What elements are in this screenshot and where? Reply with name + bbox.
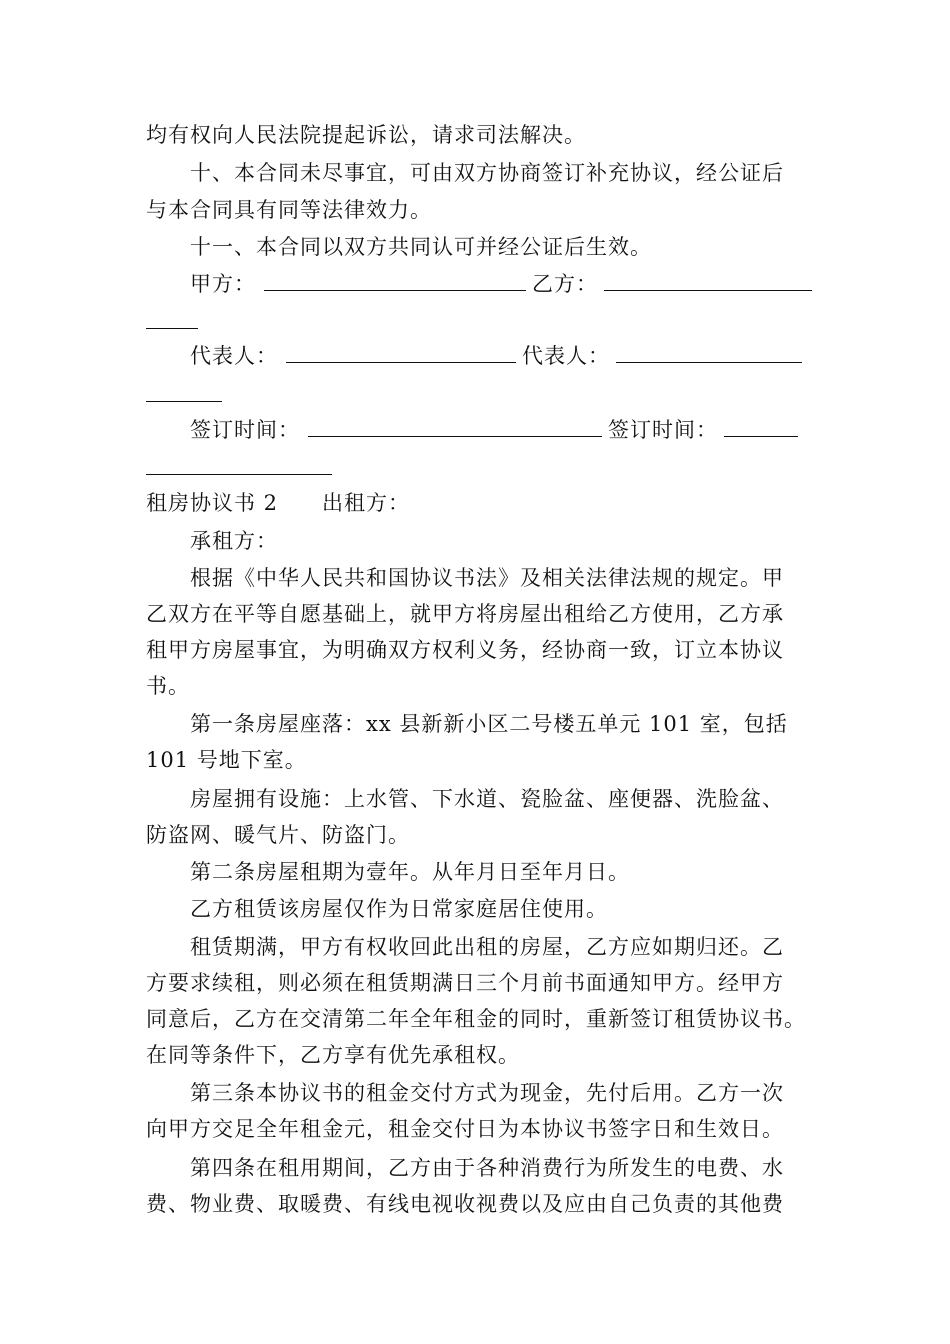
party-a-blank[interactable] bbox=[264, 268, 526, 291]
text-line: 费、物业费、取暖费、有线电视收视费以及应由自己负责的其他费 bbox=[146, 1192, 784, 1216]
text-line: 书。 bbox=[146, 674, 190, 698]
text-line: 在同等条件下，乙方享有优先承租权。 bbox=[146, 1043, 520, 1067]
article-1: 第一条房屋座落：xx 县新新小区二号楼五单元 101 室，包括 bbox=[190, 712, 788, 736]
text-line: 乙方租赁该房屋仅作为日常家庭居住使用。 bbox=[190, 897, 608, 921]
text-line: 同意后，乙方在交清第二年全年租金的同时，重新签订租赁协议书。 bbox=[146, 1007, 806, 1031]
rep-b-blank-continued[interactable] bbox=[146, 381, 222, 402]
representative-signature-line bbox=[190, 340, 808, 370]
article-4: 第四条在租用期间，乙方由于各种消费行为所发生的电费、水 bbox=[190, 1156, 784, 1180]
facilities-line: 房屋拥有设施：上水管、下水道、瓷脸盆、座便器、洗脸盆、 bbox=[190, 787, 784, 811]
text-line: 方要求续租，则必须在租赁期满日三个月前书面通知甲方。经甲方 bbox=[146, 971, 784, 995]
article-3: 第三条本协议书的租金交付方式为现金，先付后用。乙方一次 bbox=[190, 1081, 784, 1105]
party-b-blank[interactable] bbox=[604, 268, 812, 291]
renewal-paragraph: 租赁期满，甲方有权收回此出租的房屋，乙方应如期归还。乙 bbox=[190, 935, 784, 959]
article-2: 第二条房屋租期为壹年。从年月日至年月日。 bbox=[190, 860, 630, 884]
text-line: 向甲方交足全年租金元，租金交付日为本协议书签字日和生效日。 bbox=[146, 1117, 784, 1141]
time-b-label: 签订时间： bbox=[608, 418, 718, 442]
text-line: 与本合同具有同等法律效力。 bbox=[146, 198, 432, 222]
text-line: 均有权向人民法院提起诉讼，请求司法解决。 bbox=[146, 123, 586, 147]
party-signature-line bbox=[190, 268, 818, 298]
time-a-blank[interactable] bbox=[308, 414, 602, 437]
text-line: 防盗网、暖气片、防盗门。 bbox=[146, 823, 410, 847]
time-a-label: 签订时间： bbox=[190, 418, 300, 442]
time-b-blank-continued[interactable] bbox=[146, 454, 332, 475]
date-signature-line bbox=[190, 414, 804, 444]
rep-b-blank[interactable] bbox=[616, 340, 802, 363]
text-line: 租甲方房屋事宜，为明确双方权利义务，经协商一致，订立本协议 bbox=[146, 638, 784, 662]
text-line: 101 号地下室。 bbox=[146, 748, 307, 772]
clause-11: 十一、本合同以双方共同认可并经公证后生效。 bbox=[190, 235, 652, 259]
agreement-title: 租房协议书 2 出租方： bbox=[146, 491, 411, 515]
party-a-label: 甲方： bbox=[190, 272, 256, 296]
party-b-blank-continued[interactable] bbox=[146, 308, 198, 329]
tenant-label: 承租方： bbox=[190, 529, 278, 553]
text-line: 乙双方在平等自愿基础上，就甲方将房屋出租给乙方使用，乙方承 bbox=[146, 602, 784, 626]
preamble-line: 根据《中华人民共和国协议书法》及相关法律法规的规定。甲 bbox=[190, 566, 784, 590]
rep-b-label: 代表人： bbox=[522, 344, 610, 368]
rep-a-label: 代表人： bbox=[190, 344, 278, 368]
rep-a-blank[interactable] bbox=[286, 340, 516, 363]
clause-10: 十、本合同未尽事宜，可由双方协商签订补充协议，经公证后 bbox=[190, 161, 784, 185]
party-b-label: 乙方： bbox=[532, 272, 598, 296]
time-b-blank[interactable] bbox=[724, 414, 798, 437]
